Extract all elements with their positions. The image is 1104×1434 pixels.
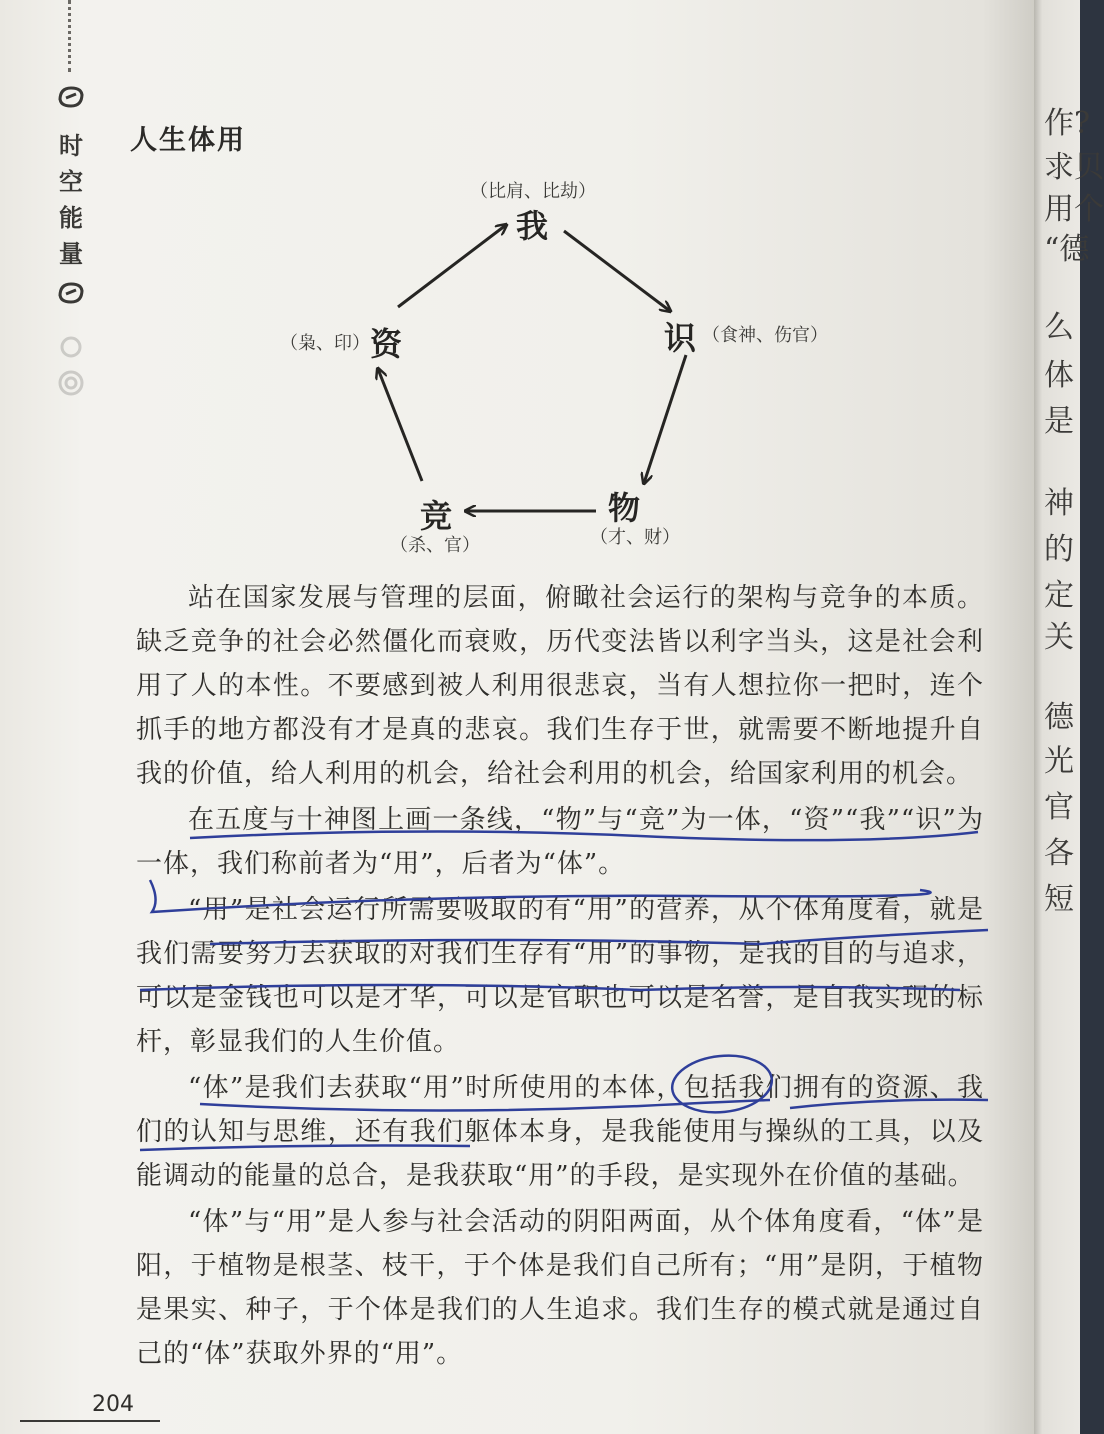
- adjacent-text: 定: [1044, 578, 1074, 613]
- arrow-jing-to-zi: [378, 369, 422, 481]
- footer-rule: [20, 1420, 160, 1422]
- adjacent-text: 官: [1044, 790, 1074, 825]
- interlocking-loop-icon: [54, 276, 88, 310]
- five-elements-diagram: [260, 165, 860, 565]
- node-note-shi: （食神、伤官）: [702, 325, 828, 346]
- adjacent-text: 用个: [1044, 192, 1104, 227]
- page-number: 204: [92, 1392, 134, 1417]
- interlocking-loop-icon: [54, 80, 88, 114]
- adjacent-text: 作?: [1044, 106, 1091, 141]
- node-note-jing: （杀、官）: [390, 535, 480, 556]
- paragraph: “用”是社会运行所需要吸取的有“用”的营养，从个体角度看，就是我们需要努力去获取的对我们生存有“用”的事物，是我的目的与追求，可以是金钱也可以是才华，可以是官职也可以是名誉，是自我实现的标杆，彰显我们的人生价值。: [136, 895, 984, 1057]
- body-text: [136, 576, 984, 1378]
- adjacent-text: 是: [1044, 404, 1074, 439]
- adjacent-text: 各: [1044, 836, 1074, 871]
- series-char: 空: [59, 168, 83, 196]
- node-wo: 我: [516, 207, 549, 245]
- node-jing: 竞: [420, 497, 453, 535]
- adjacent-text: 的: [1044, 532, 1074, 567]
- node-note-zi: （枭、印）: [280, 333, 370, 354]
- series-char: 时: [59, 132, 83, 160]
- paragraph: “体”与“用”是人参与社会活动的阴阳两面，从个体角度看，“体”是阳，于植物是根茎、枝干，于个体是我们自己所有；“用”是阴，于植物是果实、种子，于个体是我们的人生追求。我们生存的模式就是通过自己的“体”获取外界的“用”。: [136, 1207, 984, 1369]
- diagram-arrows: [260, 165, 860, 565]
- series-title-vertical: [54, 128, 88, 272]
- arrow-wo-to-shi: [564, 231, 670, 311]
- adjacent-text: 么: [1044, 310, 1074, 345]
- paragraph: “体”是我们去获取“用”时所使用的本体，包括我们拥有的资源、我们的认知与思维，还有我们躯体本身，是我能使用与操纵的工具，以及能调动的能量的总合，是我获取“用”的手段，是实现外在价值的基础。: [136, 1073, 984, 1191]
- node-zi: 资: [370, 325, 403, 363]
- arrow-zi-to-wo: [398, 225, 506, 307]
- node-wu: 物: [608, 489, 641, 527]
- adjacent-page: [1034, 0, 1104, 1434]
- faint-ornament-icon: [54, 366, 88, 400]
- node-shi: 识: [664, 319, 697, 357]
- adjacent-text: 体: [1044, 358, 1074, 393]
- node-note-wu: （才、财）: [590, 527, 680, 548]
- paragraph: 站在国家发展与管理的层面，俯瞰社会运行的架构与竞争的本质。缺乏竞争的社会必然僵化而衰败，历代变法皆以利字当头，这是社会利用了人的本性。不要感到被人利用很悲哀，当有人想拉你一把时，连个抓手的地方都没有才是真的悲哀。我们生存于世，就需要不断地提升自我的价值，给人利用的机会，给社会利用的机会，给国家利用的机会。: [136, 583, 984, 789]
- dotted-rule: [68, 0, 71, 72]
- faint-ornament-icon: [54, 330, 88, 364]
- adjacent-text: 关: [1044, 620, 1074, 655]
- series-char: 量: [59, 240, 83, 268]
- paragraph: 在五度与十神图上画一条线，“物”与“竞”为一体，“资”“我”“识”为一体，我们称前者为“用”，后者为“体”。: [136, 805, 984, 879]
- section-title: 人生体用: [130, 125, 246, 156]
- arrow-shi-to-wu: [644, 355, 686, 483]
- adjacent-text: 光: [1044, 744, 1074, 779]
- adjacent-text: “德: [1044, 232, 1090, 267]
- adjacent-text: 神: [1044, 486, 1074, 521]
- series-char: 能: [59, 204, 83, 232]
- adjacent-text: 求贝: [1044, 150, 1104, 185]
- adjacent-text: 短: [1044, 882, 1074, 917]
- node-note-wo: （比肩、比劫）: [470, 181, 596, 202]
- adjacent-text: 德: [1044, 700, 1074, 735]
